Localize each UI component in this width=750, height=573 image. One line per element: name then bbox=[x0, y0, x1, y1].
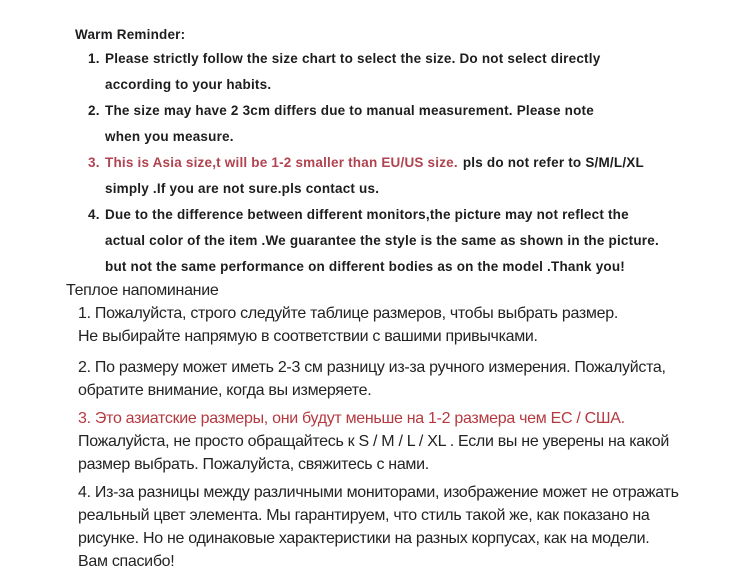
english-item-4 bbox=[0, 202, 750, 280]
russian-item-4-line-4: Вам спасибо! bbox=[78, 553, 175, 570]
russian-item-1-line-1: 1. Пожалуйста, строго следуйте таблице размеров, чтобы выбрать размер. bbox=[78, 305, 618, 322]
russian-heading: Теплое напоминание bbox=[66, 282, 219, 299]
english-heading: Warm Reminder: bbox=[75, 27, 186, 42]
russian-item-2-line-1: 2. По размеру может иметь 2-3 см разницу из-за ручного измерения. Пожалуйста, bbox=[78, 359, 666, 376]
english-item-3-black-text: pls do not refer to S/M/L/XL bbox=[462, 155, 644, 170]
russian-item-4-line-2: реальный цвет элемента. Мы гарантируем, что стиль такой же, как показано на bbox=[78, 507, 650, 524]
english-item-2-line-2: when you measure. bbox=[105, 129, 234, 144]
english-item-3-red-text: This is Asia size,t will be 1-2 smaller than EU/US size. bbox=[105, 155, 458, 170]
russian-item-1-line-2: Не выбирайте напрямую в соответствии с вашими привычками. bbox=[78, 328, 538, 345]
russian-item-4-line-1: 4. Из-за разницы между различными мониторами, изображение может не отражать bbox=[78, 484, 679, 501]
english-item-2-number: 2. bbox=[88, 103, 100, 118]
english-item-1-text: Please strictly follow the size chart to select the size. Do not select directly bbox=[105, 51, 601, 66]
russian-item-1 bbox=[78, 302, 750, 348]
english-item-4-line-3: but not the same performance on different bodies as on the model .Thank you! bbox=[105, 259, 626, 274]
russian-item-3-line-2: Пожалуйста, не просто обращайтесь к S / M / L / XL . Если вы не уверены на какой bbox=[78, 433, 670, 450]
russian-item-3 bbox=[78, 407, 750, 476]
english-item-3-line-2: simply .If you are not sure.pls contact us. bbox=[105, 181, 380, 196]
english-item-3-number: 3. bbox=[88, 155, 100, 170]
english-item-3-line-1 bbox=[0, 150, 750, 176]
russian-section bbox=[0, 280, 750, 573]
english-item-4-line-1 bbox=[0, 202, 750, 228]
russian-item-3-red-line: 3. Это азиатские размеры, они будут меньше на 1-2 размера чем ЕС / США. bbox=[78, 410, 625, 427]
russian-item-4 bbox=[78, 481, 750, 573]
english-item-1 bbox=[0, 46, 750, 98]
russian-item-4-line-3: рисунке. Но не одинаковые характеристики на разных корпусах, как на модели. bbox=[78, 530, 650, 547]
russian-item-3-line-3: размер выбрать. Пожалуйста, свяжитесь с нами. bbox=[78, 456, 429, 473]
english-item-4-text: Due to the difference between different monitors,the picture may not reflect the bbox=[105, 207, 629, 222]
english-item-2 bbox=[0, 98, 750, 150]
english-item-1-number: 1. bbox=[88, 51, 100, 66]
english-item-2-text: The size may have 2 3cm differs due to manual measurement. Please note bbox=[105, 103, 594, 118]
english-item-2-line-1 bbox=[0, 98, 750, 124]
english-item-1-line-1 bbox=[0, 46, 750, 72]
english-item-4-number: 4. bbox=[88, 207, 100, 222]
english-section bbox=[0, 24, 750, 280]
russian-item-2 bbox=[78, 356, 750, 402]
english-item-3 bbox=[0, 150, 750, 202]
russian-item-2-line-2: обратите внимание, когда вы измеряете. bbox=[78, 382, 372, 399]
english-item-4-line-2: actual color of the item .We guarantee the style is the same as shown in the picture. bbox=[105, 233, 659, 248]
english-item-1-line-2: according to your habits. bbox=[105, 77, 272, 92]
